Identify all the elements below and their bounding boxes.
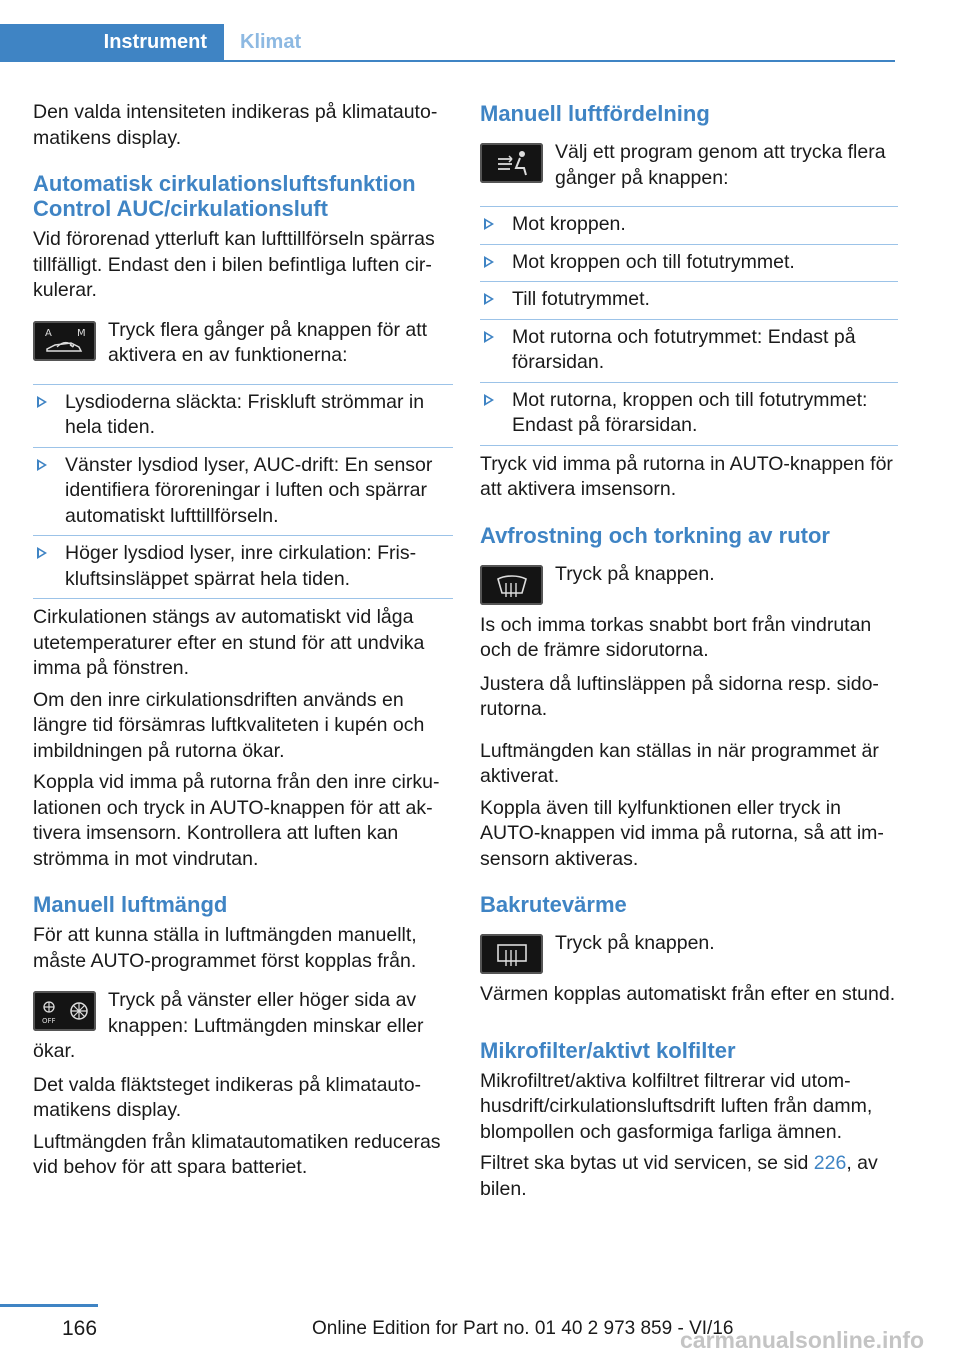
list-item: Mot rutorna och fotutrymmet: Endast på förarsidan. (480, 319, 898, 382)
page-number-rule (0, 1304, 98, 1307)
list-item: Lysdioderna släckta: Friskluft strömmar in hela tiden. (33, 384, 453, 447)
rear-heat-button-instruction (480, 931, 898, 1008)
left-column (33, 100, 453, 1187)
right-column (480, 100, 898, 1208)
arrow-bullet-icon (37, 396, 47, 408)
filter-body: Mikrofiltret/aktiva kolfiltret filtrerar vid utomhusdrift/cirkulationsluftsdrift luften från damm, blompollen och gasformiga farliga ämnen. (480, 1069, 873, 1143)
auc-button-text: Tryck flera gånger på knappen för att aktivera en av funktionerna: (108, 318, 428, 366)
arrow-bullet-icon (37, 547, 47, 559)
defrost-button-text-1: Tryck på knappen. (555, 562, 715, 585)
arrow-bullet-icon (484, 256, 494, 268)
defrost-paragraph-3: Koppla även till kylfunktionen eller tryck in AUTO-knappen vid imma på rutorna, så att imsensorn aktiveras. (480, 796, 884, 870)
air-distribution-button-icon (480, 143, 543, 183)
manual-amount-paragraph-1: Det valda fläktsteget indikeras på klimatautomatikens display. (33, 1073, 422, 1121)
auc-paragraph-1: Cirkulationen stängs av automatiskt vid låga utetemperaturer efter en stund för att undvika imma på fönstren. (33, 606, 425, 679)
rear-heat-button-text-1: Tryck på knappen. (555, 932, 715, 954)
arrow-bullet-icon (484, 394, 494, 406)
defrost-heading: Avfrostning och torkning av rutor (480, 522, 830, 548)
site-watermark: carmanualsonline.info (680, 1327, 925, 1353)
chapter-tab-bar (0, 24, 895, 62)
arrow-bullet-icon (37, 459, 47, 471)
defrost-button-text-2: Is och imma torkas snabbt bort från vindrutan och de främre sidorutorna. (480, 613, 872, 661)
page-number: 166 (62, 1317, 98, 1340)
intro-paragraph: Den valda intensiteten indikeras på klimatautomatikens display. (33, 101, 438, 149)
windshield-defrost-button-icon (480, 565, 543, 605)
distribution-button-instruction (480, 140, 898, 192)
page-reference-link[interactable]: 226 (813, 1152, 847, 1174)
auc-body: Vid förorenad ytterluft kan lufttillförseln spärras tillfälligt. Endast den i bilen befintliga luften cirkulerar. (33, 228, 435, 301)
arrow-bullet-icon (484, 218, 494, 230)
distribution-mode-list (480, 206, 898, 446)
list-item: Mot kroppen. (480, 206, 898, 244)
fan-button-instruction (33, 988, 453, 1065)
defrost-paragraph-2: Luftmängden kan ställas in när programmet är aktiverat. (480, 739, 879, 787)
svg-text:A: A (45, 327, 52, 339)
manual-amount-body: För att kunna ställa in luftmängden manuellt, måste AUTO-programmet först kopplas från. (33, 924, 417, 972)
list-item: Till fotutrymmet. (480, 281, 898, 319)
defrost-button-instruction (480, 562, 898, 664)
fan-speed-button-icon (33, 991, 96, 1031)
list-item: Mot kroppen och till fotutrymmet. (480, 244, 898, 282)
filter-service-paragraph: Filtret ska bytas ut vid servicen, se sid 226, av bilen. (480, 1152, 878, 1200)
list-item: Vänster lysdiod lyser, AUC-drift: En sensor identifiera föroreningar i luften och spärrar automatiskt lufttillförseln. (33, 447, 453, 536)
edition-footer: Online Edition for Part no. 01 40 2 973 859 - VI/16 (312, 1318, 734, 1339)
manual-amount-heading: Manuell luftmängd (33, 892, 228, 917)
fan-button-text: Tryck på vänster eller höger sida av knappen: Luftmängden minskar eller ökar. (33, 989, 424, 1062)
filter-heading: Mikrofilter/aktivt kolfilter (480, 1037, 736, 1063)
distribution-button-text: Välj ett program genom att trycka flera gånger på knappen: (555, 141, 886, 189)
defrost-paragraph-1: Justera då luftinsläppen på sidorna resp. sidorutorna. (480, 672, 879, 720)
manual-amount-paragraph-2: Luftmängden från klimatautomatiken reduceras vid behov för att spara batteriet. (33, 1130, 441, 1178)
arrow-bullet-icon (484, 331, 494, 343)
rear-window-heat-button-icon (480, 934, 543, 974)
list-item: Höger lysdiod lyser, inre cirkulation: Friskluftsinsläppet spärrat hela tiden. (33, 535, 453, 599)
auc-mode-list (33, 384, 453, 600)
distribution-paragraph-1: Tryck vid imma på rutorna in AUTO-knappen för att aktivera imsensorn. (480, 452, 893, 500)
svg-text:M: M (77, 327, 86, 339)
arrow-bullet-icon (484, 293, 494, 305)
list-item: Mot rutorna, kroppen och till fotutrymmet: Endast på förarsidan. (480, 382, 898, 446)
auc-paragraph-2: Om den inre cirkulationsdriften används en längre tid försämras luftkvaliteten i kupén och imbildningen på rutorna ökar. (33, 688, 425, 762)
distribution-heading: Manuell luftfördelning (480, 101, 710, 126)
tab-instrument[interactable]: Instrument (0, 24, 224, 62)
rear-heat-button-text-2: Värmen kopplas automatiskt från efter en stund. (480, 983, 896, 1005)
auc-heading: Automatisk cirkulationsluftsfunktion Control AUC/cirkulationsluft (33, 171, 416, 221)
auc-recirculation-button-icon (33, 321, 96, 361)
auc-button-instruction (33, 318, 453, 370)
tab-klimat[interactable]: Klimat (240, 31, 302, 53)
svg-text:OFF: OFF (42, 1017, 56, 1025)
auc-paragraph-3: Koppla vid imma på rutorna från den inre cirkulationen och tryck in AUTO-knappen för att aktivera imsensorn. Kontrollera att luften kan strömma in mot vindrutan. (33, 771, 440, 870)
rear-heat-heading: Bakrutevärme (480, 892, 627, 917)
